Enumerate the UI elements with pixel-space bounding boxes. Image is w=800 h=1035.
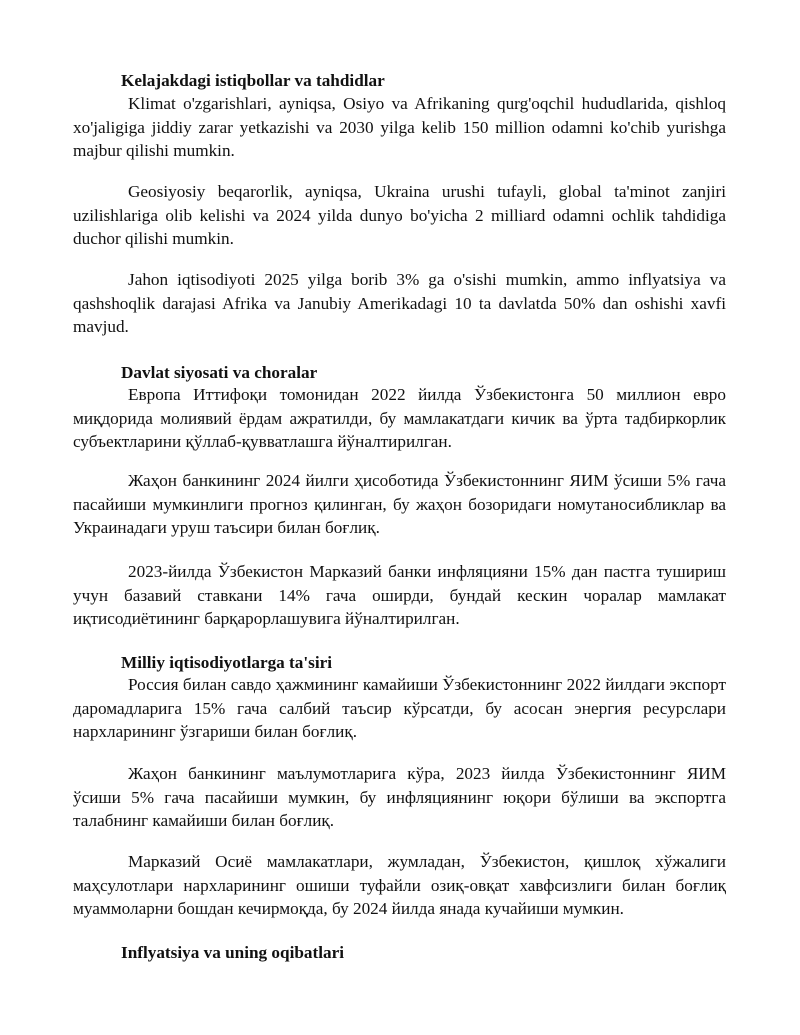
paragraph-world-bank-forecast	[73, 469, 726, 540]
paragraph-central-asia-food	[73, 850, 726, 921]
paragraph-russia-trade	[73, 673, 726, 744]
paragraph-text: Россия билан савдо ҳажмининг камайиши Ўзбекистоннинг 2022 йилдаги экспорт даромадларига 15% гача салбий таъсир кўрсатди, бу асосан энергия ресурслари нархларининг ўзгариши билан боғлиқ.	[73, 675, 726, 741]
paragraph-text: Жаҳон банкининг 2024 йилги ҳисоботида Ўзбекистоннинг ЯИМ ўсиши 5% гача пасайиши мумкинлиги прогноз қилинган, бу жаҳон бозоридаги номутаносибликлар ва Украинадаги уруш таъсири билан боғлиқ.	[73, 471, 726, 537]
paragraph-text: Klimat o'zgarishlari, ayniqsa, Osiyo va Afrikaning qurg'oqchil hududlarida, qishloq xo'jaligiga jiddiy zarar yetkazishi va 2030 yilga kelib 150 million odamni ko'chib yurishga majbur qilishi mumkin.	[73, 94, 726, 160]
paragraph-eu-aid	[73, 383, 726, 454]
paragraph-text: Марказий Осиё мамлакатлари, жумладан, Ўзбекистон, қишлоқ хўжалиги маҳсулотлари нархларининг ошиши туфайли озиқ-овқат хавфсизлиги билан боғлиқ муаммоларни бошдан кечирмоқда, бу 2024 йилда янада кучайиши мумкин.	[73, 852, 726, 918]
section-heading-national-impact: Milliy iqtisodiyotlarga ta'siri	[121, 653, 333, 672]
paragraph-central-bank	[73, 560, 726, 631]
paragraph-world-bank-data	[73, 762, 726, 833]
paragraph-text: Geosiyosiy beqarorlik, ayniqsa, Ukraina urushi tufayli, global ta'minot zanjiri uzilishlariga olib kelishi va 2024 yilda dunyo bo'yicha 2 milliard odamni ochlik tahdidiga duchor qilishi mumkin.	[73, 182, 726, 248]
paragraph-text: Европа Иттифоқи томонидан 2022 йилда Ўзбекистонга 50 миллион евро миқдорида молиявий ёрдам ажратилди, бу мамлакатдаги кичик ва ўрта тадбиркорлик субъектларини қўллаб-қувватлашга йўналтирилган.	[73, 385, 726, 451]
section-heading-prospects: Kelajakdagi istiqbollar va tahdidlar	[121, 71, 385, 90]
section-heading-policy: Davlat siyosati va choralar	[121, 363, 318, 382]
paragraph-climate	[73, 92, 726, 163]
paragraph-text: Jahon iqtisodiyoti 2025 yilga borib 3% ga o'sishi mumkin, ammo inflyatsiya va qashshoqlik darajasi Afrika va Janubiy Amerikadagi 10 ta davlatda 50% dan oshishi xavfi mavjud.	[73, 270, 726, 336]
paragraph-text: Жаҳон банкининг маълумотларига кўра, 2023 йилда Ўзбекистоннинг ЯИМ ўсиши 5% гача пасайиши мумкин, бу инфляциянинг юқори бўлиши ва экспортга талабнинг камайиши билан боғлиқ.	[73, 764, 726, 830]
paragraph-world-economy	[73, 268, 726, 339]
section-heading-inflation: Inflyatsiya va uning oqibatlari	[121, 943, 345, 962]
paragraph-geopolitics	[73, 180, 726, 251]
paragraph-text: 2023-йилда Ўзбекистон Марказий банки инфляцияни 15% дан пастга тушириш учун базавий ставкани 14% гача оширди, бундай кескин чоралар мамлакат иқтисодиётининг барқарорлашувига йўналтирилган.	[73, 562, 726, 628]
